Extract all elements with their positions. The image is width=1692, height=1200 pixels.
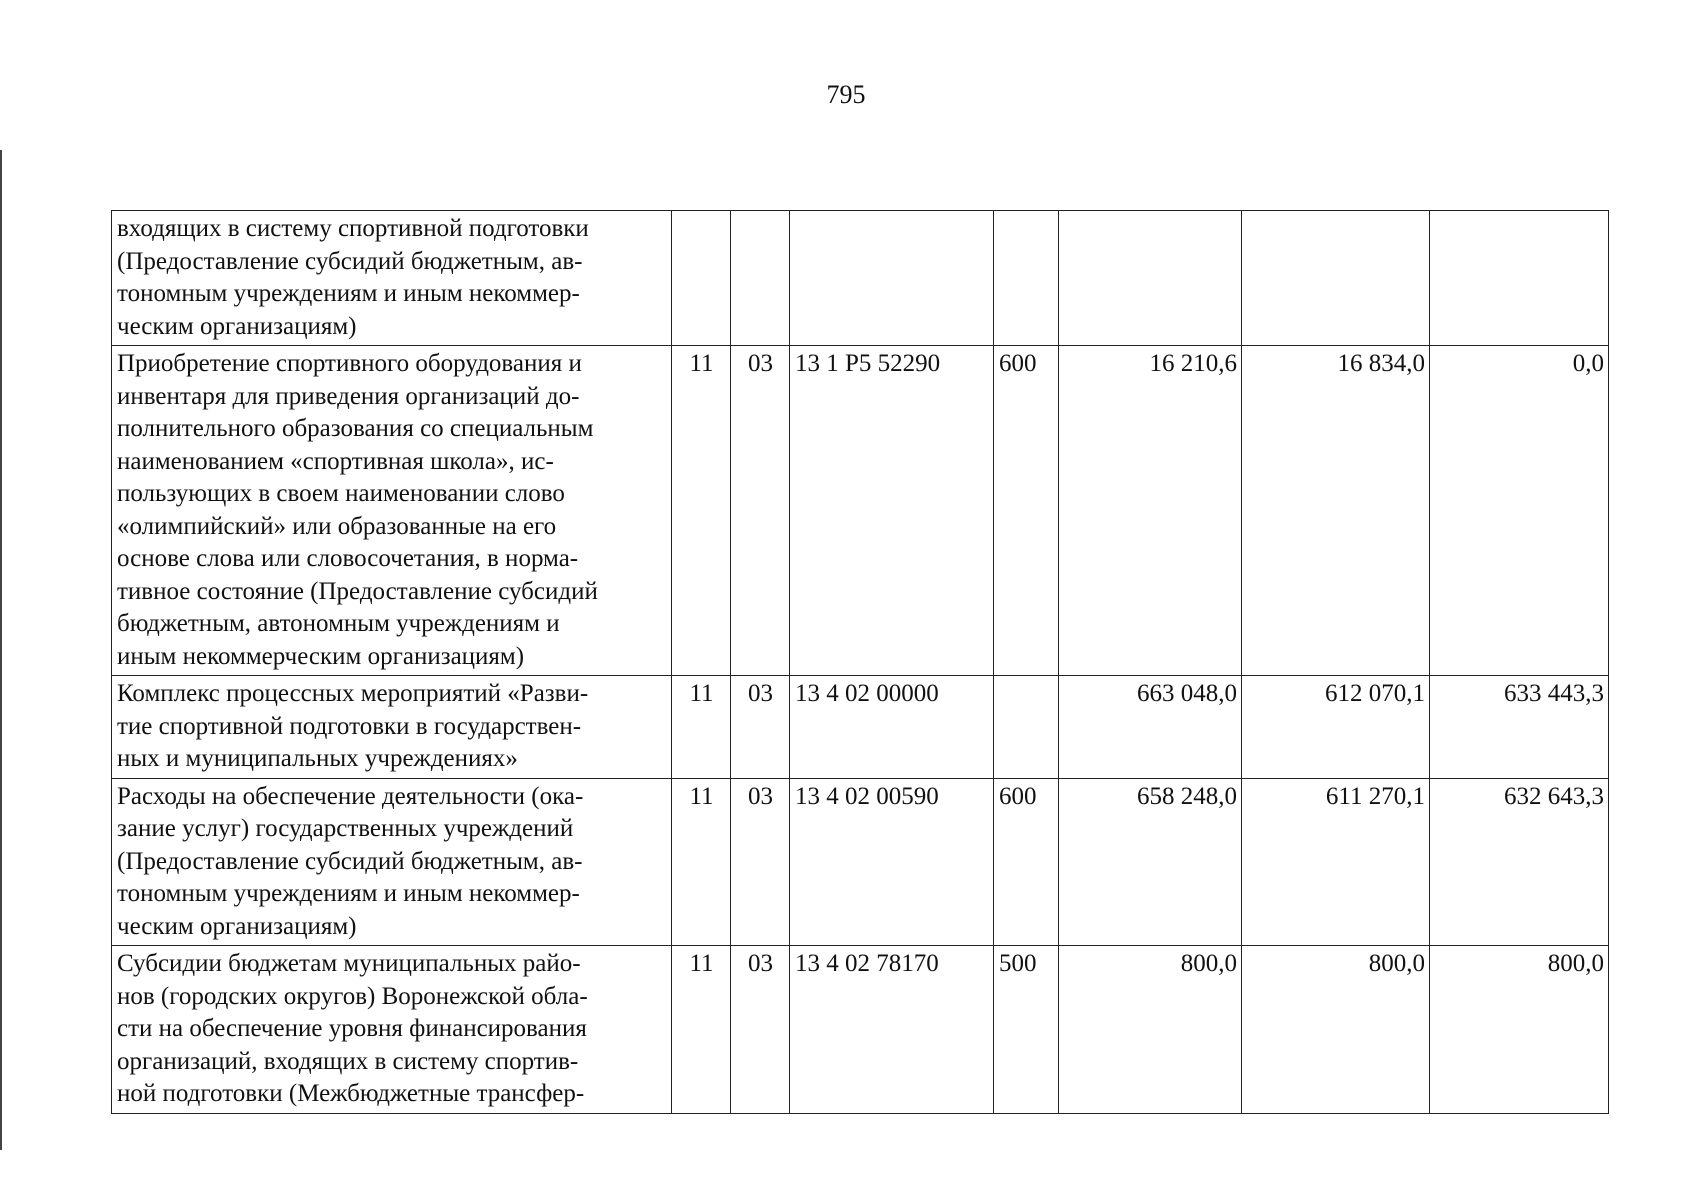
row-sum2-cell <box>1242 211 1430 346</box>
row-vr-cell <box>994 211 1059 346</box>
row-pr-cell: 03 <box>731 346 790 676</box>
row-csr-cell: 13 1 Р5 52290 <box>790 346 994 676</box>
row-name-line: Субсидии бюджетам муниципальных райо- <box>117 950 581 977</box>
row-rz-cell: 11 <box>672 676 731 779</box>
table-row <box>112 778 1609 946</box>
row-name-cell <box>112 676 672 779</box>
row-vr-cell: 600 <box>994 778 1059 946</box>
table-row <box>112 211 1609 346</box>
row-name-line: тономным учреждениям и иным некоммер- <box>117 880 580 907</box>
row-name-line: организаций, входящих в систему спортив- <box>117 1047 579 1075</box>
budget-table <box>111 210 1609 1114</box>
row-vr-cell: 500 <box>994 946 1059 1114</box>
row-name-line: ной подготовки (Межбюджетные трансфер- <box>117 1080 585 1107</box>
row-name-line: тивное состояние (Предоставление субсидий <box>117 577 598 605</box>
row-name-line: ных и муниципальных учреждениях» <box>117 745 518 772</box>
row-name-line: (Предоставление субсидий бюджетным, ав- <box>117 247 583 275</box>
row-name-line: входящих в систему спортивной подготовки <box>117 215 589 242</box>
row-csr-cell: 13 4 02 78170 <box>790 946 994 1114</box>
row-name-line: бюджетным, автономным учреждениям и <box>117 610 560 637</box>
row-name-line: наименованием «спортивная школа», ис- <box>117 447 554 475</box>
row-sum1-cell: 663 048,0 <box>1059 676 1242 779</box>
row-name-line: тие спортивной подготовки в государствен- <box>117 712 582 740</box>
row-sum1-cell: 16 210,6 <box>1059 346 1242 676</box>
row-sum2-cell: 16 834,0 <box>1242 346 1430 676</box>
row-name-line: иным некоммерческим организациям) <box>117 642 525 670</box>
row-name-line: инвентаря для приведения организаций до- <box>117 382 580 410</box>
row-rz-cell <box>672 211 731 346</box>
row-sum3-cell: 632 643,3 <box>1430 778 1609 946</box>
row-name-line: (Предоставление субсидий бюджетным, ав- <box>117 847 583 875</box>
row-sum3-cell <box>1430 211 1609 346</box>
row-name-line: зание услуг) государственных учреждений <box>117 815 574 842</box>
row-name-line: ческим организациям) <box>117 312 357 340</box>
row-csr-cell <box>790 211 994 346</box>
table-row <box>112 676 1609 779</box>
page-number: 795 <box>826 80 866 109</box>
row-name-line: основе слова или словосочетания, в норма- <box>117 545 579 572</box>
row-name-cell <box>112 211 672 346</box>
row-name-line: полнительного образования со специальным <box>117 415 594 442</box>
row-pr-cell: 03 <box>731 778 790 946</box>
row-csr-cell: 13 4 02 00590 <box>790 778 994 946</box>
row-sum2-cell: 611 270,1 <box>1242 778 1430 946</box>
row-sum3-cell: 800,0 <box>1430 946 1609 1114</box>
row-sum2-cell: 800,0 <box>1242 946 1430 1114</box>
row-vr-cell: 600 <box>994 346 1059 676</box>
row-name-line: ческим организациям) <box>117 912 357 940</box>
row-name-line: Приобретение спортивного оборудования и <box>117 350 582 377</box>
row-name-line: «олимпийский» или образованные на его <box>117 512 557 540</box>
row-name-line: Комплекс процессных мероприятий «Разви- <box>117 680 589 707</box>
row-rz-cell: 11 <box>672 778 731 946</box>
row-name-line: пользующих в своем наименовании слово <box>117 480 565 507</box>
row-rz-cell: 11 <box>672 346 731 676</box>
table-body <box>112 211 1609 1114</box>
row-name-line: тономным учреждениям и иным некоммер- <box>117 280 580 307</box>
table-row <box>112 346 1609 676</box>
row-name-cell <box>112 346 672 676</box>
row-pr-cell: 03 <box>731 676 790 779</box>
row-name-cell <box>112 778 672 946</box>
table-row <box>112 946 1609 1114</box>
row-vr-cell <box>994 676 1059 779</box>
row-csr-cell: 13 4 02 00000 <box>790 676 994 779</box>
scan-left-edge <box>0 150 2 1150</box>
row-name-cell <box>112 946 672 1114</box>
row-sum1-cell: 658 248,0 <box>1059 778 1242 946</box>
row-sum1-cell: 800,0 <box>1059 946 1242 1114</box>
row-sum1-cell <box>1059 211 1242 346</box>
row-name-line: Расходы на обеспечение деятельности (ока- <box>117 782 584 810</box>
row-rz-cell: 11 <box>672 946 731 1114</box>
row-name-line: нов (городских округов) Воронежской обла- <box>117 982 588 1010</box>
row-pr-cell <box>731 211 790 346</box>
row-pr-cell: 03 <box>731 946 790 1114</box>
row-name-line: сти на обеспечение уровня финансирования <box>117 1015 587 1042</box>
row-sum3-cell: 633 443,3 <box>1430 676 1609 779</box>
row-sum2-cell: 612 070,1 <box>1242 676 1430 779</box>
row-sum3-cell: 0,0 <box>1430 346 1609 676</box>
